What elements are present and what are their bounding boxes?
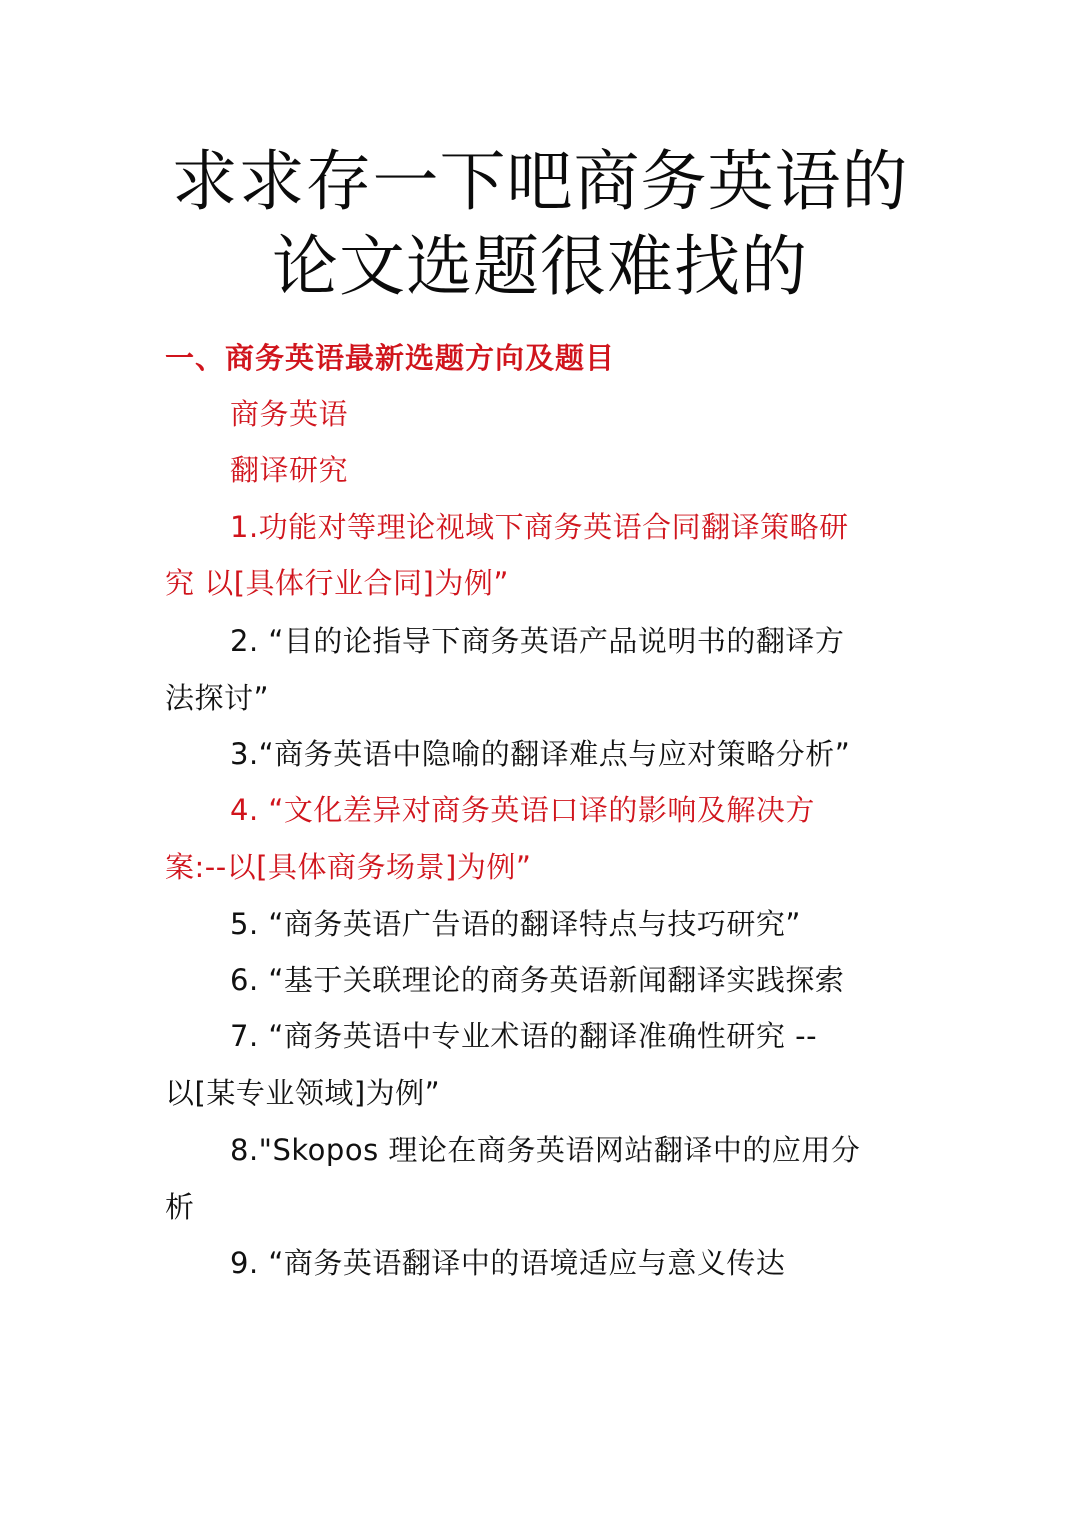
topic-item-2-line-1: 2. “目的论指导下商务英语产品说明书的翻译方	[230, 624, 845, 658]
page-title-line-2: 论文选题很难找的	[272, 228, 808, 305]
topic-item-7-line-2: 以[某专业领域]为例”	[165, 1076, 441, 1110]
topic-item-8-line-2: 析	[165, 1190, 195, 1224]
topic-item-2-line-2: 法探讨”	[165, 681, 270, 715]
topic-item-8-line-1: 8."Skopos 理论在商务英语网站翻译中的应用分	[230, 1133, 861, 1167]
section-subheading-2: 翻译研究	[230, 453, 349, 487]
page-title-line-1: 求求存一下吧商务英语的	[171, 143, 909, 220]
topic-item-1-line-1: 1.功能对等理论视域下商务英语合同翻译策略研	[230, 510, 849, 544]
topic-item-3: 3.“商务英语中隐喻的翻译难点与应对策略分析”	[230, 737, 851, 771]
topic-item-6: 6. “基于关联理论的商务英语新闻翻译实践探索	[230, 963, 845, 997]
topic-item-7-line-1: 7. “商务英语中专业术语的翻译准确性研究 --	[230, 1019, 818, 1053]
topic-item-5: 5. “商务英语广告语的翻译特点与技巧研究”	[230, 907, 801, 941]
section-heading: 一、商务英语最新选题方向及题目	[165, 341, 616, 375]
topic-item-1-line-2: 究 以[具体行业合同]为例”	[165, 566, 509, 600]
topic-item-9: 9. “商务英语翻译中的语境适应与意义传达	[230, 1246, 786, 1280]
section-subheading-1: 商务英语	[230, 397, 349, 431]
topic-item-4-line-2: 案:--以[具体商务场景]为例”	[165, 850, 532, 884]
topic-item-4-line-1: 4. “文化差异对商务英语口译的影响及解决方	[230, 793, 815, 827]
